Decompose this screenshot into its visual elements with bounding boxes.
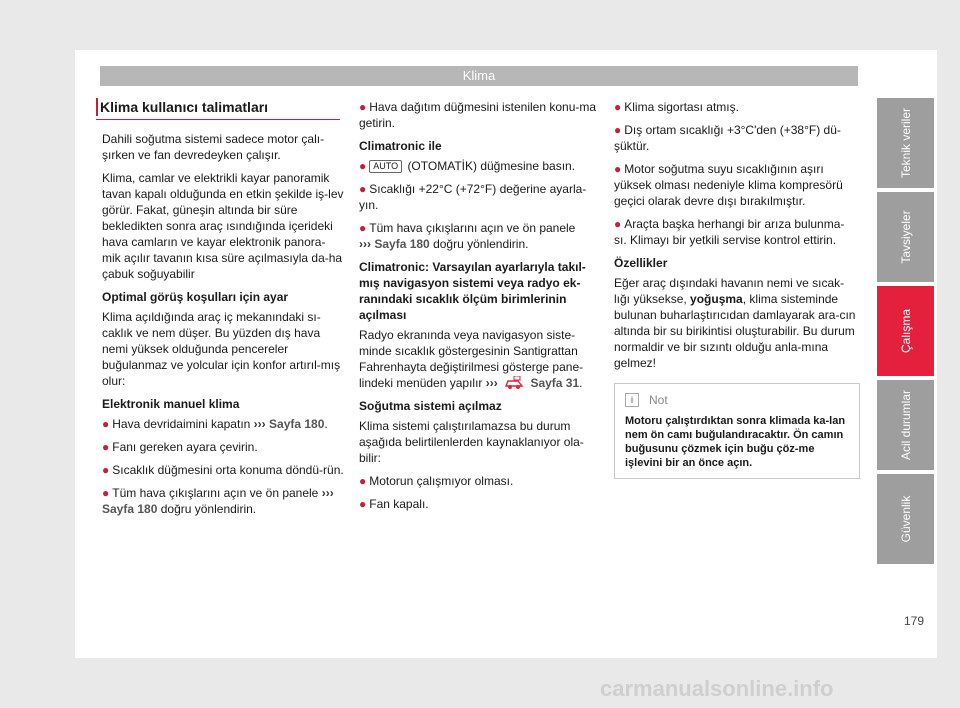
page-link[interactable]: Sayfa 180 [102,502,158,516]
bullet-icon: ● [614,100,622,114]
bullet-icon: ● [359,100,367,114]
list-item: ● Tüm hava çıkışlarını açın ve ön panele ››› Sayfa 180 doğru yönlendirin. [102,486,334,516]
bullet-icon: ● [359,474,367,488]
subheading: Elektronik manuel klima [102,397,240,411]
list-item: ● AUTO (OTOMATİK) düğmesine basın. [359,159,576,173]
list-item: ● Hava devridaimini kapatın ››› Sayfa 180. [102,417,328,431]
arrow-icon: ››› [485,376,498,390]
page-link[interactable]: Sayfa 180 [374,237,430,251]
bullet-icon: ● [102,463,110,477]
bullet-icon: ● [102,440,110,454]
paragraph: Klima açıldığında araç iç mekanındaki sı-caklık ve nem düşer. Bu yüzden dış hava nemi yüksek olduğunda pencereler buğulanmaz ve yolcular için konfor artırıl-mış olur: [102,310,341,388]
paragraph: Radyo ekranında veya navigasyon siste-minde sıcaklık göstergesinin Santigrattan Fahrenhayta değiştirilmesi gösterge pane-lindeki menüden yapılır ››› Sayfa 31. [359,328,584,390]
subheading: Climatronic: Varsayılan ayarlarıyla takıl-mış navigasyon sistemi veya radyo ek-ranındaki sıcaklık ölçüm birimlerinin açılması [359,260,586,322]
subheading: Özellikler [614,256,668,270]
chapter-tabs [877,98,934,568]
tab-calisma[interactable]: Çalışma [877,286,934,376]
bullet-icon: ● [614,217,622,231]
bullet-icon: ● [102,417,110,431]
bullet-icon: ● [614,162,622,176]
paragraph: Klima sistemi çalıştırılamazsa bu durum aşağıda belirtilenlerden kaynaklanıyor ola-bilir: [359,419,584,465]
list-item: ● Fanı gereken ayara çevirin. [102,440,258,454]
tab-guvenlik[interactable]: Güvenlik [877,474,934,564]
note-header [615,384,859,412]
car-info-icon [504,376,524,390]
list-item: ● Tüm hava çıkışlarını açın ve ön panele ››› Sayfa 180 doğru yönlendirin. [359,221,576,251]
list-item: ● Sıcaklığı +22°C (+72°F) değerine ayarla-yın. [359,182,587,212]
page-header: Klima [100,66,858,86]
watermark: carmanualsonline.info [600,676,834,701]
page-link[interactable]: Sayfa 180 [269,417,325,431]
subheading: Optimal görüş koşulları için ayar [102,290,289,304]
paragraph: Eğer araç dışındaki havanın nemi ve sıcak-lığı yüksekse, yoğuşma, klima sisteminde bulunan buharlaştırıcıdan damlayarak ara-cın altında bir su birikintisi oluşturabilir. Bu durum normaldir ve bir sızıntı olduğu anla-mına gelmez! [614,276,856,370]
bullet-icon: ● [359,182,367,196]
tab-tavsiyeler[interactable]: Tavsiyeler [877,192,934,282]
page-number: 179 [904,614,925,628]
info-icon: i [625,393,639,407]
bullet-icon: ● [359,159,367,173]
auto-button-symbol: AUTO [369,160,402,173]
paragraph: Dahili soğutma sistemi sadece motor çalı-şırken ve fan devredeyken çalışır. [102,132,325,162]
arrow-icon: ››› [321,486,334,500]
list-item: ● Araçta başka herhangi bir arıza bulunma-sı. Klimayı bir yetkili servise kontrol ettirin. [614,217,845,247]
section-title: Klima kullanıcı talimatları [100,99,344,115]
bullet-icon: ● [359,221,367,235]
column-2 [359,99,601,519]
bullet-icon: ● [614,123,622,137]
arrow-icon: ››› [253,417,266,431]
tab-teknik-veriler[interactable]: Teknik veriler [877,98,934,188]
list-item: ● Sıcaklık düğmesini orta konuma döndü-rün. [102,463,344,477]
list-item: ● Klima sigortası atmış. [614,100,739,114]
note-box [614,383,860,479]
list-item: ● Dış ortam sıcaklığı +3°C'den (+38°F) dü-şüktür. [614,123,841,153]
note-title: Not [649,393,668,407]
note-body: Motoru çalıştırdıktan sonra klimada ka-lan nem ön camı buğulandıracaktır. Ön camın buğusunu çözmek için buğu çöz-me işlevini bir an önce açın. [625,415,846,469]
subheading: Soğutma sistemi açılmaz [359,399,502,413]
paragraph: Klima, camlar ve elektrikli kayar panoramik tavan kapalı olduğunda en etkin şekilde iş-lev görür. Fakat, güneşin altında bir süre bekledikten sonra araç ısındığında içerideki hava camların ve kayar elektronik panora-mik açılır tavanın kısa süre açılmasıyla da-ha çabuk soğuyabilir [102,171,344,281]
page-link[interactable]: Sayfa 31 [530,376,580,390]
tab-acil-durumlar[interactable]: Acil durumlar [877,380,934,470]
list-item: ● Motorun çalışmıyor olması. [359,474,514,488]
list-item: ● Motor soğutma suyu sıcaklığının aşırı yüksek olması nedeniyle klima kompresörü geçici olarak devre dışı bırakılmıştır. [614,162,843,208]
bullet-icon: ● [102,486,110,500]
subheading: Climatronic ile [359,139,442,153]
arrow-icon: ››› [359,237,371,251]
bullet-icon: ● [359,497,367,511]
title-accent-bar [96,98,98,116]
title-underline [96,119,340,120]
column-3 [614,99,856,479]
column-1 [102,99,344,524]
list-item: ● Fan kapalı. [359,497,429,511]
list-item: ● Hava dağıtım düğmesini istenilen konu-ma getirin. [359,100,597,130]
